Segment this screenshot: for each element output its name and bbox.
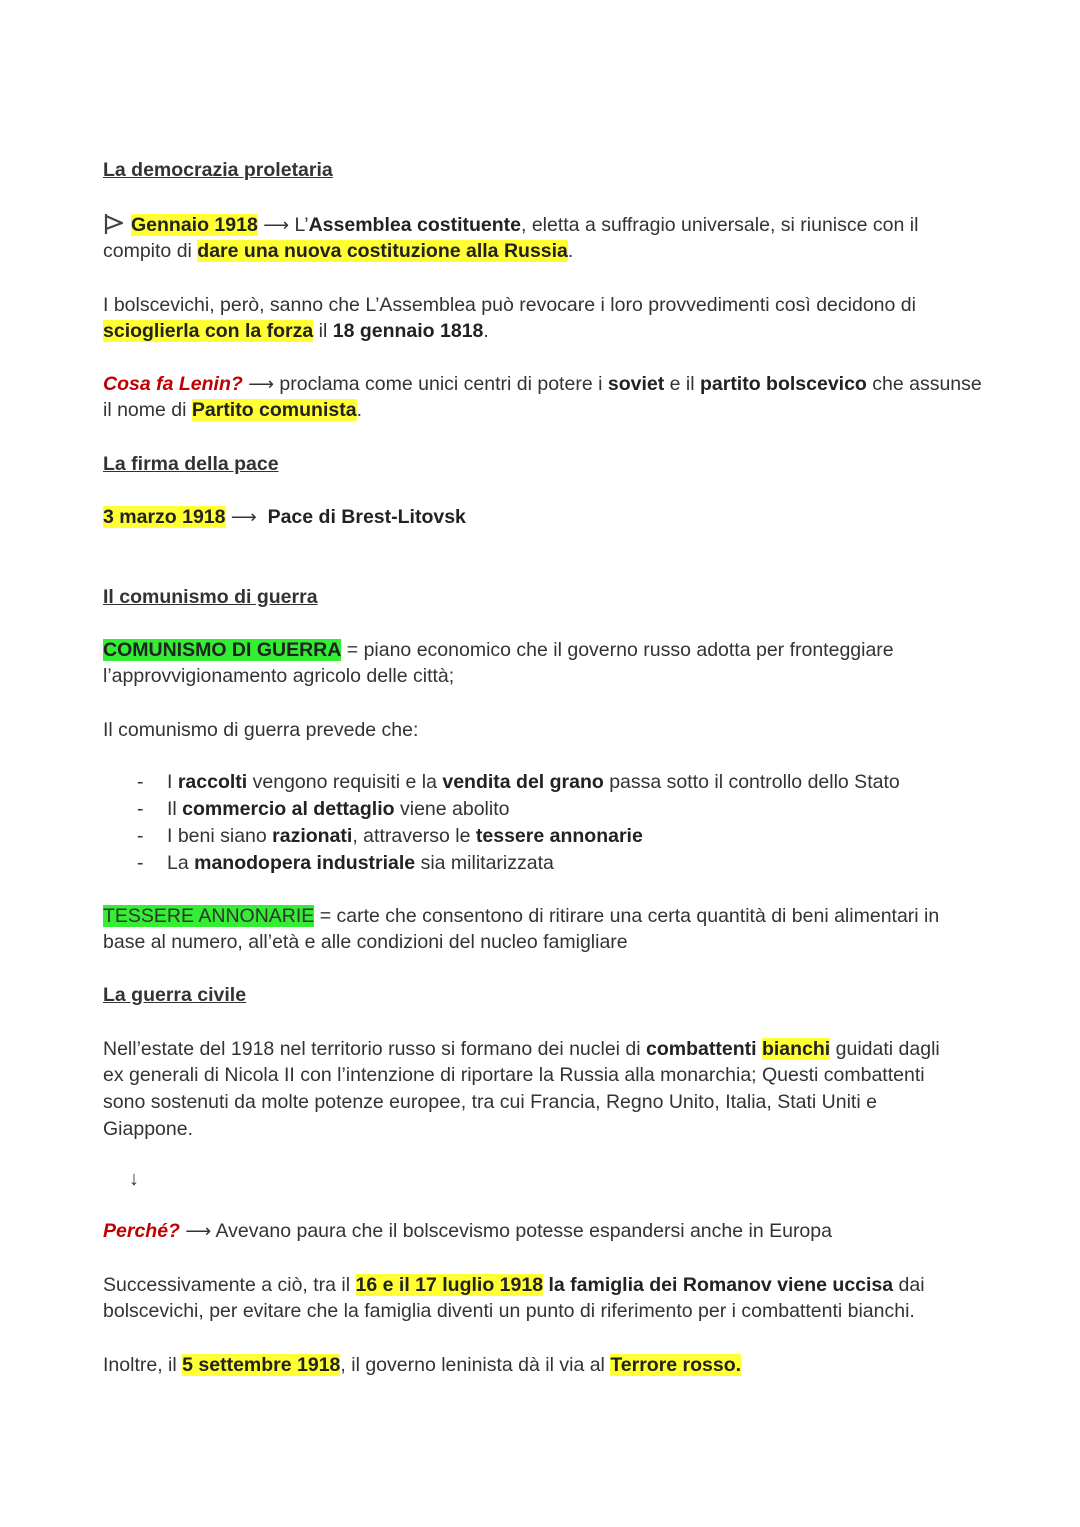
arrow-icon: ⟶ (185, 1221, 212, 1241)
list-item: - La manodopera industriale sia militarizzata (137, 852, 554, 874)
date-luglio-1918: 16 e il 17 luglio 1918 (355, 1274, 544, 1296)
definition-tessere-line2: base al numero, all’età e alle condizioni del nucleo famigliare (103, 931, 628, 953)
arrow-icon: ⟶ (263, 215, 290, 235)
paragraph-bolscevichi-line1: I bolscevichi, però, sanno che L’Assemblea può revocare i loro provvedimenti così decidono di (103, 294, 916, 316)
definition-comunismo-line2: l’approvvigionamento agricolo delle città; (103, 665, 455, 687)
paragraph-romanov-line2: bolscevichi, per evitare che la famiglia diventi un punto di riferimento per i combattenti bianchi. (103, 1300, 915, 1322)
term-combattenti: combattenti (646, 1038, 757, 1060)
term-tessere-annonarie: TESSERE ANNONARIE (103, 905, 315, 927)
date-18-gennaio: 18 gennaio 1818 (332, 320, 484, 342)
paragraph-assemblea-line2: compito di dare una nuova costituzione alla Russia. (103, 240, 574, 262)
paragraph-guerra-civile-line3: sono sostenuti da molte potenze europee, tra cui Francia, Regno Unito, Italia, Stati Uniti e (103, 1091, 877, 1113)
arrow-icon: ⟶ (230, 507, 257, 527)
list-item: - I beni siano razionati, attraverso le tessere annonarie (137, 825, 643, 847)
highlight-terrore-rosso: Terrore rosso. (610, 1354, 742, 1376)
paragraph-brest-litovsk (103, 504, 466, 530)
heading-guerra-civile: La guerra civile (103, 984, 247, 1006)
question-perche: Perché? (103, 1220, 180, 1242)
paragraph-guerra-civile-line4: Giappone. (103, 1118, 193, 1140)
paragraph-lenin-line2: il nome di Partito comunista. (103, 399, 362, 421)
paragraph-guerra-civile-line2: ex generali di Nicola II con l’intenzione di riportare la Russia alla monarchia; Questi combattenti (103, 1064, 925, 1086)
term-soviet: soviet (607, 373, 665, 395)
term-partito-bolscevico: partito bolscevico (699, 373, 867, 395)
definition-comunismo-line1: COMUNISMO DI GUERRA = piano economico che il governo russo adotta per fronteggiare (103, 639, 894, 661)
term-assemblea-costituente: Assemblea costituente (308, 214, 521, 236)
list-intro: Il comunismo di guerra prevede che: (103, 719, 419, 741)
highlight-partito-comunista: Partito comunista (191, 399, 357, 421)
date-3-marzo-1918: 3 marzo 1918 (103, 506, 226, 528)
highlight-bianchi: bianchi (761, 1038, 831, 1060)
question-cosa-fa-lenin: Cosa fa Lenin? (103, 373, 243, 395)
highlight-nuova-costituzione: dare una nuova costituzione alla Russia (197, 240, 568, 262)
paragraph-guerra-civile-line1: Nell’estate del 1918 nel territorio russo si formano dei nuclei di combattenti bianchi guidati dagli (103, 1038, 940, 1060)
date-gennaio-1918: Gennaio 1918 (131, 214, 258, 236)
list-item: - Il commercio al dettaglio viene abolito (137, 798, 510, 820)
paragraph-assemblea-line1: Gennaio 1918 ⟶ L’Assemblea costituente, eletta a suffragio universale, si riunisce con il (103, 212, 918, 242)
heading-comunismo-di-guerra: Il comunismo di guerra (103, 586, 318, 608)
heading-firma-della-pace: La firma della pace (103, 453, 279, 475)
highlight-scioglierla: scioglierla con la forza (103, 320, 314, 342)
term-pace-brest-litovsk: Pace di Brest-Litovsk (267, 506, 466, 528)
paragraph-perche: Perché? ⟶ Avevano paura che il bolscevismo potesse espandersi anche in Europa (103, 1220, 832, 1242)
heading-democrazia-proletaria: La democrazia proletaria (103, 159, 333, 181)
arrow-icon: ⟶ (248, 374, 275, 394)
definition-tessere-line1: TESSERE ANNONARIE = carte che consentono di ritirare una certa quantità di beni alimentari in (103, 905, 940, 927)
paragraph-lenin-line1: Cosa fa Lenin? ⟶ proclama come unici centri di potere i soviet e il partito bolscevico che assunse (103, 373, 982, 395)
paragraph-terrore-rosso: Inoltre, il 5 settembre 1918, il governo leninista dà il via al Terrore rosso. (103, 1354, 742, 1376)
list-item: - I raccolti vengono requisiti e la vendita del grano passa sotto il controllo dello Stato (137, 771, 900, 793)
term-comunismo-di-guerra: COMUNISMO DI GUERRA (103, 639, 342, 661)
paragraph-romanov-line1: Successivamente a ciò, tra il 16 e il 17 luglio 1918 la famiglia dei Romanov viene uccisa dai (103, 1274, 925, 1296)
paragraph-bolscevichi-line2: scioglierla con la forza il 18 gennaio 1818. (103, 320, 489, 342)
down-arrow-icon: ↓ (129, 1168, 139, 1190)
date-5-settembre-1918: 5 settembre 1918 (182, 1354, 341, 1376)
term-romanov-uccisa: la famiglia dei Romanov viene uccisa (548, 1274, 894, 1296)
